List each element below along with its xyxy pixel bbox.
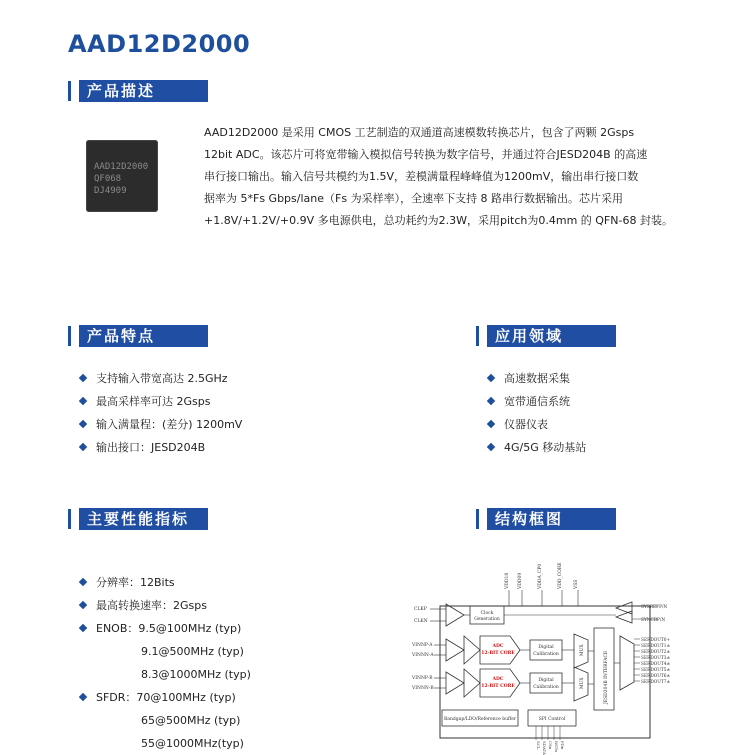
- list-item: 输出接口：JESD204B: [80, 436, 242, 459]
- top-pins: [504, 562, 579, 606]
- block-diagram: [412, 562, 682, 755]
- section-title: 产品特点: [79, 325, 208, 347]
- pin-label: VINNN-B: [412, 686, 434, 691]
- page-title: AAD12D2000: [68, 30, 251, 58]
- pin-label: SERDOUT4±: [641, 662, 671, 667]
- features-list: [80, 367, 242, 459]
- chip-photo: [86, 140, 158, 212]
- sample-hold-a: [464, 636, 480, 664]
- section-title: 结构框图: [487, 508, 616, 530]
- description-line: 12bit ADC。该芯片可将宽带输入模拟信号转换为数字信号，并通过符合JESD204B 的高速: [204, 148, 648, 161]
- description-line: 串行接口输出。输入信号共模约为1.5V，差模满量程峰峰值为1200mV，输出串行接口数: [204, 170, 639, 183]
- section-header-specs: [68, 508, 209, 530]
- block-label: Digital: [538, 678, 554, 683]
- section-header-diagram: [476, 508, 617, 530]
- list-item: 8.3@1000MHz (typ): [141, 668, 251, 681]
- list-item: SFDR：70@100MHz (typ): [80, 686, 251, 709]
- block-label: Calibration: [533, 685, 559, 690]
- section-accent-bar: [476, 326, 479, 346]
- block-label: Digital: [538, 645, 554, 650]
- list-item: 4G/5G 移动基站: [488, 436, 586, 459]
- pin-label: VINNP-B: [412, 676, 433, 681]
- pin-label: SCL: [536, 741, 541, 750]
- pin-label: RSTn: [554, 741, 559, 752]
- description-line: +1.8V/+1.2V/+0.9V 多电源供电，总功耗约为2.3W，采用pitch为0.4mm 的 QFN-68 封装。: [204, 214, 673, 227]
- section-title: 主要性能指标: [79, 508, 208, 530]
- list-item: 最高采样率可达 2Gsps: [80, 390, 242, 413]
- applications-list: [488, 367, 586, 459]
- chip-marking-line: DJ4909: [94, 186, 127, 196]
- adc-core-b: [480, 669, 520, 697]
- specs-list: [80, 571, 251, 755]
- chip-marking-line: AAD12D2000: [94, 162, 149, 172]
- adc-core-a: [480, 636, 520, 664]
- list-item: 仪器仪表: [488, 413, 586, 436]
- list-item: 65@500MHz (typ): [141, 714, 241, 727]
- block-label: ADC: [492, 677, 504, 682]
- pin-label: SYNCBP/N: [641, 618, 666, 623]
- pin-label: CLKP: [414, 607, 427, 612]
- pin-label: SERDOUT5±: [641, 668, 671, 673]
- sample-hold-b: [464, 669, 480, 697]
- list-item: 最高转换速率：2Gsps: [80, 594, 251, 617]
- right-pins: [641, 605, 671, 685]
- block-label: SPI Control: [538, 717, 566, 722]
- clock-buffer: [446, 604, 464, 626]
- section-header-applications: [476, 325, 617, 347]
- block-label: JESD204B INTERFACE: [604, 650, 609, 704]
- pin-label: PDn: [560, 741, 565, 750]
- block-label: Clock: [480, 611, 494, 616]
- pin-label: SERDOUT1±: [641, 644, 671, 649]
- pin-label: SERDOUT3±: [641, 656, 671, 661]
- block-label: MUX: [580, 644, 585, 656]
- section-accent-bar: [68, 326, 71, 346]
- product-description: [204, 122, 704, 232]
- list-item: 输入满量程：(差分) 1200mV: [80, 413, 242, 436]
- bottom-pins: [536, 726, 565, 755]
- section-header-description: [68, 80, 209, 102]
- section-accent-bar: [68, 81, 71, 101]
- section-title: 应用领域: [487, 325, 616, 347]
- pin-label: VINNN-A: [412, 653, 434, 658]
- block-label: Bandgap/LDO/Reference buffer: [443, 717, 517, 722]
- chip-marking-line: QF068: [94, 174, 122, 184]
- section-accent-bar: [476, 509, 479, 529]
- list-item: ENOB：9.5@100MHz (typ): [80, 617, 251, 640]
- description-line: 据率为 5*Fs Gbps/lane（Fs 为采样率），全速率下支持 8 路串行数据输出。芯片采用: [204, 192, 624, 205]
- pin-label: CSn: [548, 741, 553, 750]
- pin-label: VINNP-A: [412, 643, 433, 648]
- pin-label: SERDOUT0+: [641, 638, 671, 643]
- list-item: 分辨率：12Bits: [80, 571, 251, 594]
- pin-label: SDATA: [542, 741, 547, 755]
- block-label: 12-BIT CORE: [481, 651, 515, 656]
- pin-label: VSS: [574, 579, 579, 589]
- input-buffer-a: [446, 639, 464, 661]
- section-header-features: [68, 325, 209, 347]
- pin-label: VDD18: [505, 572, 510, 589]
- pin-label: SYSREFP/N: [641, 605, 668, 610]
- block-label: 12-BIT CORE: [481, 684, 515, 689]
- left-pins: [411, 606, 434, 691]
- block-label: ADC: [492, 644, 504, 649]
- pin-label: CLKN: [414, 619, 428, 624]
- pin-label: SERDOUT7±: [641, 680, 671, 685]
- section-accent-bar: [68, 509, 71, 529]
- list-item: 宽带通信系统: [488, 390, 586, 413]
- input-buffer-b: [446, 672, 464, 694]
- pin-label: VDD09: [518, 572, 523, 589]
- pin-label: SERDOUT6±: [641, 674, 671, 679]
- section-title: 产品描述: [79, 80, 208, 102]
- block-label: Calibration: [533, 652, 559, 657]
- list-item: 55@1000MHz(typ): [141, 737, 244, 750]
- block-diagram-svg: [412, 562, 682, 755]
- block-label: Generation: [474, 617, 500, 622]
- pin-label: SERDOUT2±: [641, 650, 671, 655]
- block-label: MUX: [580, 677, 585, 689]
- pin-label: VDDA_CP0: [538, 563, 543, 589]
- digital-calibration-a: [530, 640, 562, 660]
- pin-label: VDD_CORE: [558, 562, 563, 589]
- description-line: AAD12D2000 是采用 CMOS 工艺制造的双通道高速模数转换芯片，包含了两颗 2Gsps: [204, 126, 635, 139]
- digital-calibration-b: [530, 673, 562, 693]
- list-item: 9.1@500MHz (typ): [141, 645, 244, 658]
- list-item: 支持输入带宽高达 2.5GHz: [80, 367, 242, 390]
- list-item: 高速数据采集: [488, 367, 586, 390]
- serdes-driver: [620, 636, 634, 690]
